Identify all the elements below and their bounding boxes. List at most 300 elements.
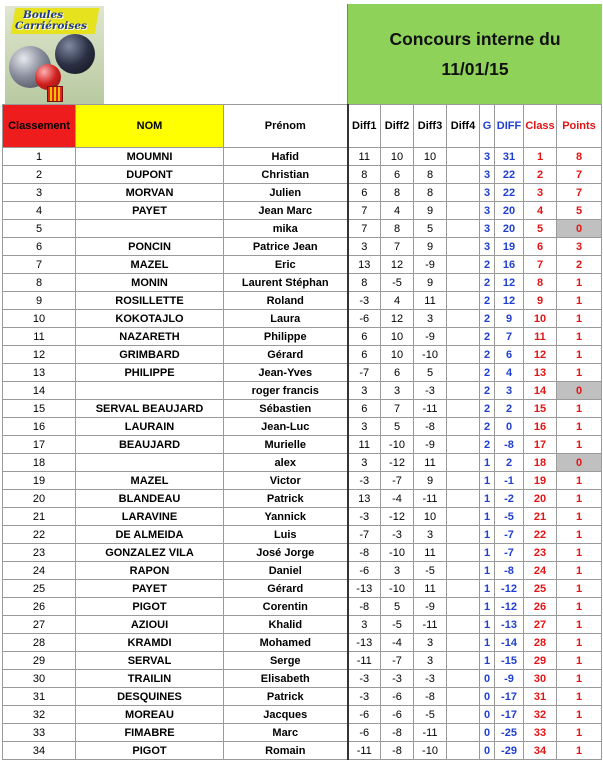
nom-cell[interactable]: TRAILIN bbox=[76, 670, 224, 688]
g-cell[interactable]: 2 bbox=[480, 292, 495, 310]
nom-cell[interactable] bbox=[76, 382, 224, 400]
diff1-cell[interactable]: -6 bbox=[348, 562, 381, 580]
diff4-cell[interactable] bbox=[447, 166, 480, 184]
nom-cell[interactable]: GRIMBARD bbox=[76, 346, 224, 364]
diff1-cell[interactable]: -3 bbox=[348, 670, 381, 688]
points-cell[interactable]: 1 bbox=[557, 490, 602, 508]
g-cell[interactable]: 1 bbox=[480, 598, 495, 616]
points-cell[interactable]: 3 bbox=[557, 238, 602, 256]
prenom-cell[interactable]: Jean-Luc bbox=[224, 418, 348, 436]
class-cell[interactable]: 19 bbox=[524, 472, 557, 490]
nom-cell[interactable]: PIGOT bbox=[76, 598, 224, 616]
points-cell[interactable]: 1 bbox=[557, 274, 602, 292]
diff-cell[interactable]: 19 bbox=[495, 238, 524, 256]
diff3-cell[interactable]: -10 bbox=[414, 742, 447, 760]
diff3-cell[interactable]: -11 bbox=[414, 724, 447, 742]
prenom-cell[interactable]: Laurent Stéphan bbox=[224, 274, 348, 292]
nom-cell[interactable]: MORVAN bbox=[76, 184, 224, 202]
diff1-cell[interactable]: -3 bbox=[348, 292, 381, 310]
col-header-diff1[interactable]: Diff1 bbox=[348, 105, 381, 148]
diff4-cell[interactable] bbox=[447, 418, 480, 436]
g-cell[interactable]: 2 bbox=[480, 382, 495, 400]
diff4-cell[interactable] bbox=[447, 148, 480, 166]
rank-cell[interactable]: 16 bbox=[3, 418, 76, 436]
class-cell[interactable]: 18 bbox=[524, 454, 557, 472]
g-cell[interactable]: 2 bbox=[480, 418, 495, 436]
diff3-cell[interactable]: 10 bbox=[414, 148, 447, 166]
diff2-cell[interactable]: -4 bbox=[381, 634, 414, 652]
diff3-cell[interactable]: 11 bbox=[414, 292, 447, 310]
diff2-cell[interactable]: -7 bbox=[381, 652, 414, 670]
class-cell[interactable]: 31 bbox=[524, 688, 557, 706]
diff-cell[interactable]: 20 bbox=[495, 220, 524, 238]
diff1-cell[interactable]: -6 bbox=[348, 706, 381, 724]
diff2-cell[interactable]: 4 bbox=[381, 202, 414, 220]
diff-cell[interactable]: -2 bbox=[495, 490, 524, 508]
rank-cell[interactable]: 7 bbox=[3, 256, 76, 274]
diff3-cell[interactable]: 9 bbox=[414, 274, 447, 292]
rank-cell[interactable]: 3 bbox=[3, 184, 76, 202]
diff2-cell[interactable]: 7 bbox=[381, 238, 414, 256]
diff-cell[interactable]: -8 bbox=[495, 436, 524, 454]
prenom-cell[interactable]: Patrick bbox=[224, 688, 348, 706]
rank-cell[interactable]: 30 bbox=[3, 670, 76, 688]
diff-cell[interactable]: -1 bbox=[495, 472, 524, 490]
nom-cell[interactable] bbox=[76, 220, 224, 238]
diff3-cell[interactable]: -11 bbox=[414, 490, 447, 508]
nom-cell[interactable]: MOREAU bbox=[76, 706, 224, 724]
points-cell[interactable]: 1 bbox=[557, 706, 602, 724]
g-cell[interactable]: 1 bbox=[480, 616, 495, 634]
col-header-diff4[interactable]: Diff4 bbox=[447, 105, 480, 148]
class-cell[interactable]: 26 bbox=[524, 598, 557, 616]
diff-cell[interactable]: 4 bbox=[495, 364, 524, 382]
class-cell[interactable]: 13 bbox=[524, 364, 557, 382]
nom-cell[interactable]: FIMABRE bbox=[76, 724, 224, 742]
diff3-cell[interactable]: -3 bbox=[414, 382, 447, 400]
diff1-cell[interactable]: -3 bbox=[348, 472, 381, 490]
prenom-cell[interactable]: Daniel bbox=[224, 562, 348, 580]
points-cell[interactable]: 1 bbox=[557, 310, 602, 328]
g-cell[interactable]: 2 bbox=[480, 274, 495, 292]
prenom-cell[interactable]: Eric bbox=[224, 256, 348, 274]
nom-cell[interactable]: BLANDEAU bbox=[76, 490, 224, 508]
points-cell[interactable]: 1 bbox=[557, 598, 602, 616]
diff-cell[interactable]: -15 bbox=[495, 652, 524, 670]
g-cell[interactable]: 0 bbox=[480, 742, 495, 760]
diff2-cell[interactable]: 10 bbox=[381, 148, 414, 166]
diff4-cell[interactable] bbox=[447, 310, 480, 328]
diff3-cell[interactable]: -5 bbox=[414, 562, 447, 580]
g-cell[interactable]: 3 bbox=[480, 184, 495, 202]
points-cell[interactable]: 5 bbox=[557, 202, 602, 220]
points-cell[interactable]: 1 bbox=[557, 742, 602, 760]
rank-cell[interactable]: 21 bbox=[3, 508, 76, 526]
diff3-cell[interactable]: -5 bbox=[414, 706, 447, 724]
rank-cell[interactable]: 32 bbox=[3, 706, 76, 724]
class-cell[interactable]: 22 bbox=[524, 526, 557, 544]
points-cell[interactable]: 1 bbox=[557, 472, 602, 490]
diff-cell[interactable]: 22 bbox=[495, 166, 524, 184]
diff2-cell[interactable]: -5 bbox=[381, 616, 414, 634]
rank-cell[interactable]: 31 bbox=[3, 688, 76, 706]
class-cell[interactable]: 15 bbox=[524, 400, 557, 418]
diff4-cell[interactable] bbox=[447, 400, 480, 418]
diff1-cell[interactable]: 11 bbox=[348, 436, 381, 454]
diff-cell[interactable]: 6 bbox=[495, 346, 524, 364]
class-cell[interactable]: 23 bbox=[524, 544, 557, 562]
class-cell[interactable]: 1 bbox=[524, 148, 557, 166]
diff4-cell[interactable] bbox=[447, 472, 480, 490]
diff2-cell[interactable]: -12 bbox=[381, 454, 414, 472]
col-header-prenom[interactable]: Prénom bbox=[224, 105, 348, 148]
diff4-cell[interactable] bbox=[447, 328, 480, 346]
class-cell[interactable]: 29 bbox=[524, 652, 557, 670]
rank-cell[interactable]: 10 bbox=[3, 310, 76, 328]
points-cell[interactable]: 1 bbox=[557, 292, 602, 310]
prenom-cell[interactable]: Jacques bbox=[224, 706, 348, 724]
col-header-points[interactable]: Points bbox=[557, 105, 602, 148]
prenom-cell[interactable]: Hafid bbox=[224, 148, 348, 166]
points-cell[interactable]: 1 bbox=[557, 400, 602, 418]
nom-cell[interactable]: PONCIN bbox=[76, 238, 224, 256]
diff-cell[interactable]: -7 bbox=[495, 544, 524, 562]
diff4-cell[interactable] bbox=[447, 238, 480, 256]
diff2-cell[interactable]: -8 bbox=[381, 724, 414, 742]
diff2-cell[interactable]: -6 bbox=[381, 706, 414, 724]
diff1-cell[interactable]: -7 bbox=[348, 526, 381, 544]
nom-cell[interactable]: PIGOT bbox=[76, 742, 224, 760]
prenom-cell[interactable]: Serge bbox=[224, 652, 348, 670]
diff1-cell[interactable]: -3 bbox=[348, 688, 381, 706]
rank-cell[interactable]: 6 bbox=[3, 238, 76, 256]
diff3-cell[interactable]: -11 bbox=[414, 400, 447, 418]
diff2-cell[interactable]: 3 bbox=[381, 562, 414, 580]
g-cell[interactable]: 0 bbox=[480, 724, 495, 742]
diff2-cell[interactable]: 6 bbox=[381, 166, 414, 184]
rank-cell[interactable]: 19 bbox=[3, 472, 76, 490]
diff4-cell[interactable] bbox=[447, 652, 480, 670]
g-cell[interactable]: 1 bbox=[480, 634, 495, 652]
points-cell[interactable]: 1 bbox=[557, 688, 602, 706]
g-cell[interactable]: 3 bbox=[480, 166, 495, 184]
diff-cell[interactable]: -13 bbox=[495, 616, 524, 634]
rank-cell[interactable]: 27 bbox=[3, 616, 76, 634]
rank-cell[interactable]: 18 bbox=[3, 454, 76, 472]
rank-cell[interactable]: 14 bbox=[3, 382, 76, 400]
g-cell[interactable]: 0 bbox=[480, 670, 495, 688]
points-cell[interactable]: 1 bbox=[557, 652, 602, 670]
prenom-cell[interactable]: roger francis bbox=[224, 382, 348, 400]
nom-cell[interactable]: LARAVINE bbox=[76, 508, 224, 526]
diff-cell[interactable]: 2 bbox=[495, 400, 524, 418]
class-cell[interactable]: 9 bbox=[524, 292, 557, 310]
diff-cell[interactable]: 0 bbox=[495, 418, 524, 436]
prenom-cell[interactable]: mika bbox=[224, 220, 348, 238]
g-cell[interactable]: 1 bbox=[480, 454, 495, 472]
diff3-cell[interactable]: 8 bbox=[414, 184, 447, 202]
diff-cell[interactable]: 12 bbox=[495, 274, 524, 292]
diff1-cell[interactable]: -13 bbox=[348, 634, 381, 652]
g-cell[interactable]: 2 bbox=[480, 364, 495, 382]
diff4-cell[interactable] bbox=[447, 220, 480, 238]
rank-cell[interactable]: 26 bbox=[3, 598, 76, 616]
class-cell[interactable]: 17 bbox=[524, 436, 557, 454]
prenom-cell[interactable]: Corentin bbox=[224, 598, 348, 616]
diff2-cell[interactable]: 10 bbox=[381, 328, 414, 346]
nom-cell[interactable]: DE ALMEIDA bbox=[76, 526, 224, 544]
diff4-cell[interactable] bbox=[447, 562, 480, 580]
g-cell[interactable]: 1 bbox=[480, 526, 495, 544]
class-cell[interactable]: 8 bbox=[524, 274, 557, 292]
class-cell[interactable]: 4 bbox=[524, 202, 557, 220]
diff-cell[interactable]: -12 bbox=[495, 598, 524, 616]
diff1-cell[interactable]: 13 bbox=[348, 256, 381, 274]
prenom-cell[interactable]: Elisabeth bbox=[224, 670, 348, 688]
g-cell[interactable]: 1 bbox=[480, 652, 495, 670]
col-header-g[interactable]: G bbox=[480, 105, 495, 148]
diff4-cell[interactable] bbox=[447, 616, 480, 634]
diff3-cell[interactable]: 8 bbox=[414, 166, 447, 184]
nom-cell[interactable]: SERVAL bbox=[76, 652, 224, 670]
diff1-cell[interactable]: 13 bbox=[348, 490, 381, 508]
nom-cell[interactable]: PAYET bbox=[76, 202, 224, 220]
g-cell[interactable]: 2 bbox=[480, 328, 495, 346]
class-cell[interactable]: 3 bbox=[524, 184, 557, 202]
class-cell[interactable]: 27 bbox=[524, 616, 557, 634]
points-cell[interactable]: 1 bbox=[557, 670, 602, 688]
diff1-cell[interactable]: 3 bbox=[348, 418, 381, 436]
diff3-cell[interactable]: -9 bbox=[414, 436, 447, 454]
diff1-cell[interactable]: 3 bbox=[348, 454, 381, 472]
class-cell[interactable]: 33 bbox=[524, 724, 557, 742]
g-cell[interactable]: 1 bbox=[480, 544, 495, 562]
rank-cell[interactable]: 20 bbox=[3, 490, 76, 508]
g-cell[interactable]: 1 bbox=[480, 580, 495, 598]
diff2-cell[interactable]: 10 bbox=[381, 346, 414, 364]
nom-cell[interactable]: KOKOTAJLO bbox=[76, 310, 224, 328]
diff1-cell[interactable]: -11 bbox=[348, 652, 381, 670]
class-cell[interactable]: 21 bbox=[524, 508, 557, 526]
class-cell[interactable]: 12 bbox=[524, 346, 557, 364]
points-cell[interactable]: 1 bbox=[557, 364, 602, 382]
rank-cell[interactable]: 9 bbox=[3, 292, 76, 310]
diff2-cell[interactable]: -7 bbox=[381, 472, 414, 490]
diff4-cell[interactable] bbox=[447, 184, 480, 202]
nom-cell[interactable]: NAZARETH bbox=[76, 328, 224, 346]
class-cell[interactable]: 30 bbox=[524, 670, 557, 688]
class-cell[interactable]: 6 bbox=[524, 238, 557, 256]
diff1-cell[interactable]: 8 bbox=[348, 274, 381, 292]
points-cell[interactable]: 1 bbox=[557, 328, 602, 346]
diff3-cell[interactable]: -9 bbox=[414, 598, 447, 616]
diff2-cell[interactable]: 5 bbox=[381, 418, 414, 436]
diff4-cell[interactable] bbox=[447, 436, 480, 454]
diff1-cell[interactable]: -3 bbox=[348, 508, 381, 526]
diff3-cell[interactable]: 11 bbox=[414, 454, 447, 472]
diff2-cell[interactable]: -8 bbox=[381, 742, 414, 760]
diff2-cell[interactable]: -3 bbox=[381, 526, 414, 544]
rank-cell[interactable]: 24 bbox=[3, 562, 76, 580]
prenom-cell[interactable]: Christian bbox=[224, 166, 348, 184]
diff4-cell[interactable] bbox=[447, 508, 480, 526]
diff3-cell[interactable]: -8 bbox=[414, 688, 447, 706]
nom-cell[interactable]: PAYET bbox=[76, 580, 224, 598]
diff3-cell[interactable]: -9 bbox=[414, 328, 447, 346]
diff4-cell[interactable] bbox=[447, 256, 480, 274]
class-cell[interactable]: 24 bbox=[524, 562, 557, 580]
prenom-cell[interactable]: Marc bbox=[224, 724, 348, 742]
diff4-cell[interactable] bbox=[447, 346, 480, 364]
prenom-cell[interactable]: Jean Marc bbox=[224, 202, 348, 220]
class-cell[interactable]: 28 bbox=[524, 634, 557, 652]
class-cell[interactable]: 32 bbox=[524, 706, 557, 724]
nom-cell[interactable]: DESQUINES bbox=[76, 688, 224, 706]
diff-cell[interactable]: -14 bbox=[495, 634, 524, 652]
diff4-cell[interactable] bbox=[447, 688, 480, 706]
diff3-cell[interactable]: 11 bbox=[414, 544, 447, 562]
g-cell[interactable]: 3 bbox=[480, 238, 495, 256]
diff2-cell[interactable]: -4 bbox=[381, 490, 414, 508]
g-cell[interactable]: 2 bbox=[480, 256, 495, 274]
diff-cell[interactable]: 9 bbox=[495, 310, 524, 328]
prenom-cell[interactable]: Roland bbox=[224, 292, 348, 310]
rank-cell[interactable]: 4 bbox=[3, 202, 76, 220]
diff1-cell[interactable]: -6 bbox=[348, 310, 381, 328]
nom-cell[interactable]: AZIOUI bbox=[76, 616, 224, 634]
class-cell[interactable]: 20 bbox=[524, 490, 557, 508]
diff2-cell[interactable]: -3 bbox=[381, 670, 414, 688]
diff4-cell[interactable] bbox=[447, 202, 480, 220]
points-cell[interactable]: 8 bbox=[557, 148, 602, 166]
points-cell[interactable]: 1 bbox=[557, 508, 602, 526]
points-cell[interactable]: 1 bbox=[557, 346, 602, 364]
g-cell[interactable]: 1 bbox=[480, 472, 495, 490]
points-cell[interactable]: 1 bbox=[557, 562, 602, 580]
points-cell[interactable]: 1 bbox=[557, 580, 602, 598]
diff2-cell[interactable]: 8 bbox=[381, 184, 414, 202]
class-cell[interactable]: 10 bbox=[524, 310, 557, 328]
diff1-cell[interactable]: -13 bbox=[348, 580, 381, 598]
diff2-cell[interactable]: -12 bbox=[381, 508, 414, 526]
points-cell[interactable]: 1 bbox=[557, 616, 602, 634]
prenom-cell[interactable]: Philippe bbox=[224, 328, 348, 346]
diff-cell[interactable]: 22 bbox=[495, 184, 524, 202]
prenom-cell[interactable]: Patrice Jean bbox=[224, 238, 348, 256]
g-cell[interactable]: 0 bbox=[480, 688, 495, 706]
col-header-classement[interactable]: Classement bbox=[3, 105, 76, 148]
nom-cell[interactable]: MAZEL bbox=[76, 256, 224, 274]
g-cell[interactable]: 2 bbox=[480, 400, 495, 418]
diff1-cell[interactable]: 6 bbox=[348, 346, 381, 364]
prenom-cell[interactable]: Gérard bbox=[224, 580, 348, 598]
diff1-cell[interactable]: 3 bbox=[348, 238, 381, 256]
nom-cell[interactable]: BEAUJARD bbox=[76, 436, 224, 454]
diff2-cell[interactable]: -10 bbox=[381, 580, 414, 598]
diff2-cell[interactable]: -10 bbox=[381, 544, 414, 562]
rank-cell[interactable]: 15 bbox=[3, 400, 76, 418]
rank-cell[interactable]: 12 bbox=[3, 346, 76, 364]
diff4-cell[interactable] bbox=[447, 364, 480, 382]
prenom-cell[interactable]: Luis bbox=[224, 526, 348, 544]
prenom-cell[interactable]: alex bbox=[224, 454, 348, 472]
diff1-cell[interactable]: 3 bbox=[348, 616, 381, 634]
rank-cell[interactable]: 1 bbox=[3, 148, 76, 166]
diff-cell[interactable]: -25 bbox=[495, 724, 524, 742]
diff-cell[interactable]: -7 bbox=[495, 526, 524, 544]
diff4-cell[interactable] bbox=[447, 634, 480, 652]
nom-cell[interactable]: GONZALEZ VILA bbox=[76, 544, 224, 562]
diff2-cell[interactable]: 7 bbox=[381, 400, 414, 418]
diff3-cell[interactable]: 5 bbox=[414, 220, 447, 238]
points-cell[interactable]: 1 bbox=[557, 724, 602, 742]
rank-cell[interactable]: 2 bbox=[3, 166, 76, 184]
g-cell[interactable]: 2 bbox=[480, 436, 495, 454]
points-cell[interactable]: 7 bbox=[557, 166, 602, 184]
class-cell[interactable]: 34 bbox=[524, 742, 557, 760]
diff4-cell[interactable] bbox=[447, 580, 480, 598]
diff1-cell[interactable]: -7 bbox=[348, 364, 381, 382]
rank-cell[interactable]: 11 bbox=[3, 328, 76, 346]
points-cell[interactable]: 7 bbox=[557, 184, 602, 202]
nom-cell[interactable]: DUPONT bbox=[76, 166, 224, 184]
diff4-cell[interactable] bbox=[447, 454, 480, 472]
prenom-cell[interactable]: Julien bbox=[224, 184, 348, 202]
col-header-diff[interactable]: DIFF bbox=[495, 105, 524, 148]
diff1-cell[interactable]: 11 bbox=[348, 148, 381, 166]
diff3-cell[interactable]: -10 bbox=[414, 346, 447, 364]
prenom-cell[interactable]: Jean-Yves bbox=[224, 364, 348, 382]
diff-cell[interactable]: -17 bbox=[495, 688, 524, 706]
diff-cell[interactable]: -12 bbox=[495, 580, 524, 598]
rank-cell[interactable]: 8 bbox=[3, 274, 76, 292]
points-cell[interactable]: 1 bbox=[557, 634, 602, 652]
diff-cell[interactable]: -17 bbox=[495, 706, 524, 724]
prenom-cell[interactable]: Sébastien bbox=[224, 400, 348, 418]
diff2-cell[interactable]: 8 bbox=[381, 220, 414, 238]
rank-cell[interactable]: 17 bbox=[3, 436, 76, 454]
diff3-cell[interactable]: -9 bbox=[414, 256, 447, 274]
points-cell[interactable]: 0 bbox=[557, 454, 602, 472]
prenom-cell[interactable]: Mohamed bbox=[224, 634, 348, 652]
class-cell[interactable]: 14 bbox=[524, 382, 557, 400]
diff1-cell[interactable]: 6 bbox=[348, 184, 381, 202]
points-cell[interactable]: 2 bbox=[557, 256, 602, 274]
points-cell[interactable]: 1 bbox=[557, 544, 602, 562]
g-cell[interactable]: 3 bbox=[480, 148, 495, 166]
diff4-cell[interactable] bbox=[447, 292, 480, 310]
nom-cell[interactable]: LAURAIN bbox=[76, 418, 224, 436]
nom-cell[interactable]: MAZEL bbox=[76, 472, 224, 490]
g-cell[interactable]: 3 bbox=[480, 202, 495, 220]
diff4-cell[interactable] bbox=[447, 490, 480, 508]
diff-cell[interactable]: -29 bbox=[495, 742, 524, 760]
rank-cell[interactable]: 28 bbox=[3, 634, 76, 652]
class-cell[interactable]: 11 bbox=[524, 328, 557, 346]
diff2-cell[interactable]: -10 bbox=[381, 436, 414, 454]
diff1-cell[interactable]: 6 bbox=[348, 400, 381, 418]
rank-cell[interactable]: 25 bbox=[3, 580, 76, 598]
points-cell[interactable]: 0 bbox=[557, 220, 602, 238]
diff1-cell[interactable]: 3 bbox=[348, 382, 381, 400]
diff-cell[interactable]: 16 bbox=[495, 256, 524, 274]
g-cell[interactable]: 0 bbox=[480, 706, 495, 724]
prenom-cell[interactable]: Laura bbox=[224, 310, 348, 328]
diff1-cell[interactable]: 7 bbox=[348, 220, 381, 238]
diff3-cell[interactable]: 5 bbox=[414, 364, 447, 382]
diff2-cell[interactable]: 6 bbox=[381, 364, 414, 382]
diff3-cell[interactable]: -8 bbox=[414, 418, 447, 436]
